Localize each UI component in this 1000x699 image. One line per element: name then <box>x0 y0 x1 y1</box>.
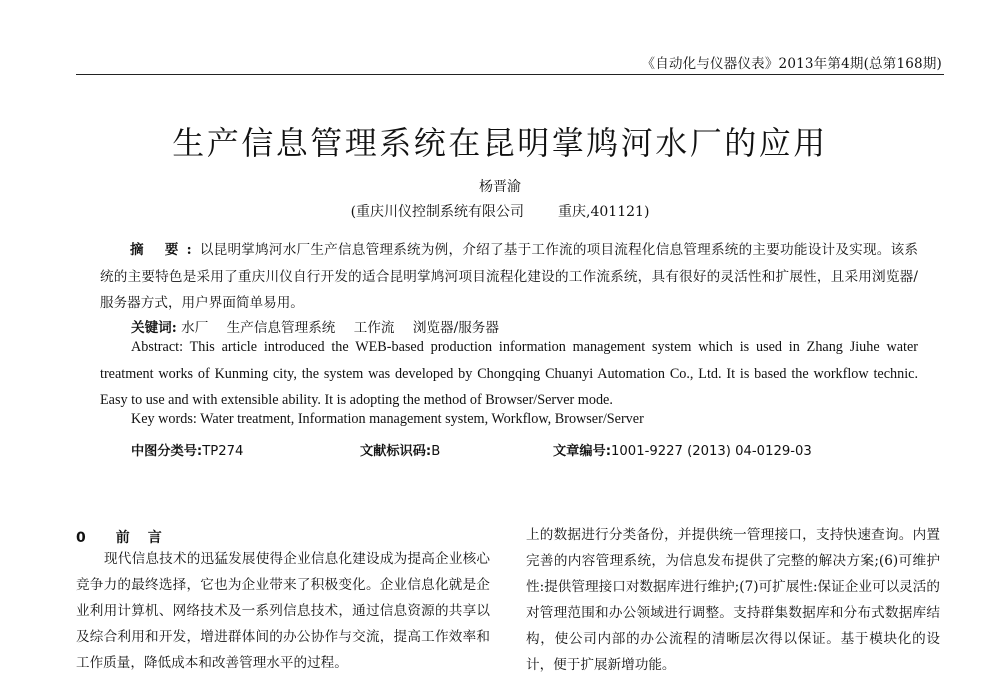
section-number: 0 <box>76 530 86 546</box>
body-left-column: 现代信息技术的迅猛发展使得企业信息化建设成为提高企业核心竞争力的最终选择，它也为企业带来了积极变化。企业信息化就是企业利用计算机、网络技术及一系列信息技术，通过信息资源的共享以及综合利用和开发，增进群体间的办公协作与交流，提高工作效率和工作质量，降低成本和改善管理水平的过程。 <box>76 551 490 671</box>
keyword-cn: 浏览器/服务器 <box>412 320 499 336</box>
abstract-cn-label: 摘 要: <box>130 242 200 258</box>
keyword-cn: 生产信息管理系统 <box>226 320 336 336</box>
affiliation-city: 重庆,401121) <box>558 204 650 220</box>
article-number <box>553 440 812 459</box>
abstract-cn <box>100 237 918 317</box>
body-right-column: 上的数据进行分类备份，并提供统一管理接口，支持快速查询。内置完善的内容管理系统，为信息发布提供了完整的解决方案;(6)可维护性:提供管理接口对数据库进行维护;(7)可扩展性:保证企业可以灵活的对管理范围和办公领域进行调整。支持群集数据库和分布式数据库结构，使公司内部的办公流程的清晰层次得以保证。基于模块化的设计，便于扩展新增功能。 <box>526 527 940 673</box>
clc-label: 中图分类号: <box>131 444 203 459</box>
section-heading <box>76 527 180 547</box>
keywords-cn-label: 关键词: <box>131 320 177 336</box>
author: 杨晋渝 <box>479 179 521 195</box>
clc-value: TP274 <box>202 444 244 459</box>
section-title: 前言 <box>115 530 180 546</box>
running-header: 《自动化与仪器仪表》2013年第4期(总第168期) <box>641 56 942 72</box>
keywords-cn <box>131 316 513 336</box>
abstract-en: Abstract: This article introduced the WEB-based production information management system which is used in Zhang Jiuhe water treatment works of Kunming city, the system was developed by Chongqing Chuanyi Automation Co., Ltd. It is based the workflow technic. Easy to use and with extensible ability. It is adopting the method of Browser/Server mode. <box>100 339 918 408</box>
doc-code-label: 文献标识码: <box>360 444 432 459</box>
doc-code-value: B <box>431 444 441 459</box>
clc-number <box>131 440 243 459</box>
article-title: 生产信息管理系统在昆明掌鸠河水厂的应用 <box>172 124 828 162</box>
header-rule <box>76 74 944 75</box>
keyword-cn: 工作流 <box>353 320 395 336</box>
article-number-label: 文章编号: <box>553 444 612 459</box>
article-number-value: 1001-9227 (2013) 04-0129-03 <box>611 444 812 459</box>
document-code <box>360 440 440 459</box>
keyword-cn: 水厂 <box>181 320 209 336</box>
affiliation <box>0 201 1000 221</box>
keywords-en: Key words: Water treatment, Information management system, Workflow, Browser/Server <box>131 411 644 427</box>
abstract-cn-text: 以昆明掌鸠河水厂生产信息管理系统为例，介绍了基于工作流的项目流程化信息管理系统的主要功能设计及实现。该系统的主要特色是采用了重庆川仪自行开发的适合昆明掌鸠河项目流程化建设的工作流系统，具有很好的灵活性和扩展性，且采用浏览器/服务器方式，用户界面简单易用。 <box>100 242 918 311</box>
affiliation-name: (重庆川仪控制系统有限公司 <box>350 204 525 220</box>
